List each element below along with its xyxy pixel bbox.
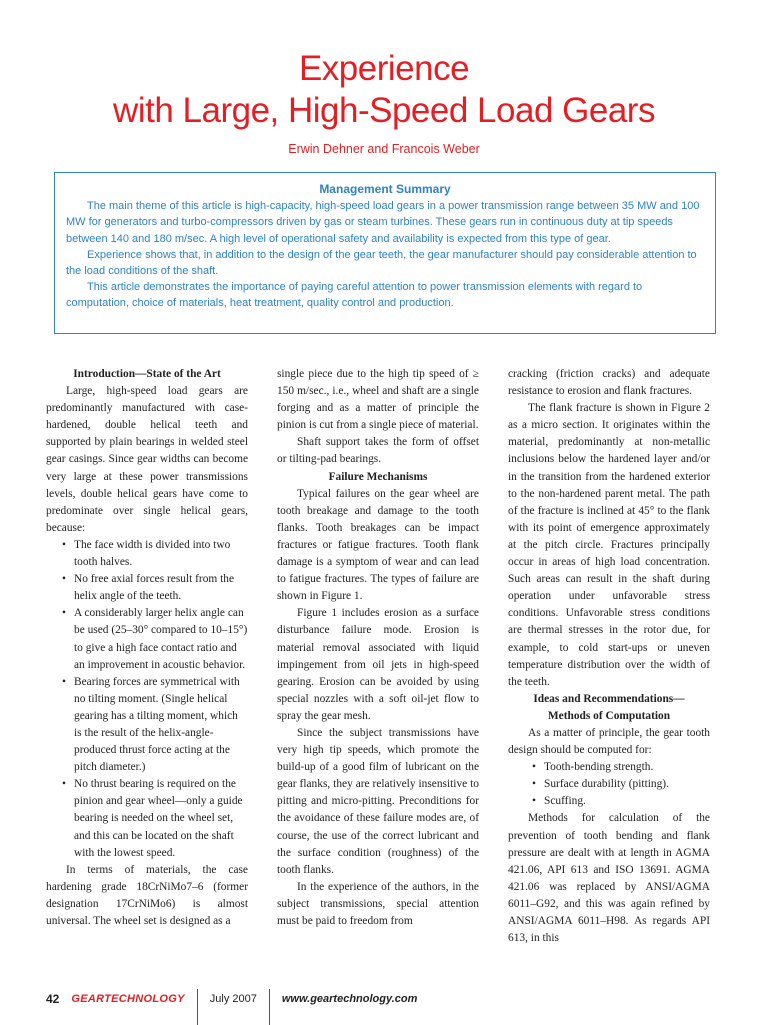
footer-divider <box>197 989 198 1025</box>
list-item: • A considerably larger helix angle can be used (25–30° compared to 10–15°) to give a high face contact ratio and an improvement in acoustic behavior. <box>58 605 248 673</box>
section-heading-ideas: Ideas and Recommendations— <box>533 692 685 705</box>
title-line-1: Experience <box>298 49 470 88</box>
paragraph: As a matter of principle, the gear tooth design should be computed for: <box>508 726 710 757</box>
list-item: • Surface durability (pitting). <box>520 776 710 793</box>
paragraph: Methods for calculation of the prevention of tooth bending and flank pressure are dealt with at length in AGMA 421.06, API 613 and ISO 13691. AGMA 421.06 was replaced by ANSI/AGMA 6011–G92, and this was again refined by ANSI/AGMA 6011–H98. As regards API 613, in this <box>508 812 710 945</box>
management-summary-box <box>54 172 716 334</box>
list-item: • Bearing forces are symmetrical with no tilting moment. (Single helical gearing has a tilting moment, which is the result of the helix-angle-produced thrust force acting at the pitch diameter.) <box>58 674 248 777</box>
paragraph: Typical failures on the gear wheel are tooth breakage and damage to the tooth flanks. Tooth breakages can be impact fractures or fatigue fractures. Tooth flank damage is a symptom of wear and can lead to fatigue fractures. The types of failure are shown in Figure 1. <box>277 487 479 603</box>
issue-date: July 2007 <box>209 993 257 1005</box>
footer-divider <box>269 989 270 1025</box>
column-3 <box>508 366 710 947</box>
paragraph: In the experience of the authors, in the subject transmissions, special attention must be paid to freedom from <box>277 880 479 927</box>
paragraph: Large, high-speed load gears are predominantly manufactured with case-hardened, double helical teeth and supported by plain bearings in welded steel gear casings. Since gear widths can become very large at these power transmissions levels, double helical gears have come to predominate over single helical gears, because: <box>46 385 248 534</box>
column-1 <box>46 366 248 930</box>
article-title <box>0 48 768 132</box>
paragraph: The flank fracture is shown in Figure 2 as a micro section. It originates within the material, predominantly at non-metallic inclusions below the hardened layer and/or in the transition from the hardened exterior to the non-hardened parent metal. The path of the fracture is inclined at 45° to the flank with its point of emergence approximately at the pitch circle. Fractures principally occur in areas of high load concentration. Such areas can result in the shaft during operation under unfavorable stress conditions. Unfavorable stress conditions are thermal stresses in the rotor due, for example, to cold start-ups or uneven temperature distribution over the width of the teeth. <box>508 402 710 688</box>
paragraph: In terms of materials, the case hardening grade 18CrNiMo7–6 (former designation 17CrNiMo6) is almost universal. The wheel set is designed as a <box>46 863 248 927</box>
list-item: • No thrust bearing is required on the pinion and gear wheel—only a guide bearing is needed on the wheel set, and this can be located on the shaft with the lowest speed. <box>58 776 248 861</box>
list-item: • Scuffing. <box>520 793 710 810</box>
column-2 <box>277 366 479 930</box>
paragraph: single piece due to the high tip speed of ≥ 150 m/sec., i.e., wheel and shaft are a single forging and as a matter of principle the pinion is cut from a single piece of material. <box>277 368 479 432</box>
list-item: • The face width is divided into two tooth halves. <box>58 537 248 571</box>
paragraph: Since the subject transmissions have very high tip speeds, which promote the build-up of a good film of lubricant on the gear flanks, they are relatively insensitive to pitting and micro-pitting. Preconditions for the avoidance of these failure modes are, of course, the use of the correct lubricant and the surface condition (roughness) of the tooth flanks. <box>277 726 479 876</box>
bullet-list <box>46 537 248 862</box>
section-heading-introduction: Introduction—State of the Art <box>73 368 221 380</box>
paragraph: Figure 1 includes erosion as a surface disturbance failure mode. Erosion is material removal associated with liquid impingement from oil jets in high-speed gearing. Erosion can be avoided by using special nozzles with a soft oil-jet flow to spray the gear mesh. <box>277 607 479 722</box>
logo-gear: GEAR <box>71 993 105 1005</box>
title-line-2: with Large, High-Speed Load Gears <box>113 91 655 130</box>
bullet-list <box>508 759 710 810</box>
logo-technology: TECHNOLOGY <box>104 993 185 1005</box>
paragraph: Shaft support takes the form of offset or tilting-pad bearings. <box>277 436 479 466</box>
summary-heading: Management Summary <box>319 182 451 196</box>
page-footer <box>46 988 417 1010</box>
paragraph: cracking (friction cracks) and adequate resistance to erosion and flank fractures. <box>508 368 710 398</box>
list-item: • Tooth-bending strength. <box>520 759 710 776</box>
summary-paragraph: The main theme of this article is high-capacity, high-speed load gears in a power transmission range between 35 MW and 100 MW for generators and turbo-compressors driven by gas or steam turbines. These gears run in continuous duty at tip speeds between 140 and 180 m/sec. A high level of operational safety and availability is expected from this type of gear. <box>66 200 700 245</box>
authors: Erwin Dehner and Francois Weber <box>288 142 480 156</box>
summary-paragraph: Experience shows that, in addition to the design of the gear teeth, the gear manufacturer should pay considerable attention to the load conditions of the shaft. <box>66 248 697 278</box>
magazine-logo <box>71 993 184 1005</box>
summary-paragraph: This article demonstrates the importance of paying careful attention to power transmission elements with regard to computation, choice of materials, heat treatment, quality control and production. <box>66 281 643 310</box>
list-item: • No free axial forces result from the helix angle of the teeth. <box>58 571 248 605</box>
website-link[interactable]: www.geartechnology.com <box>281 993 418 1005</box>
page-number: 42 <box>46 992 60 1006</box>
section-heading-methods: Methods of Computation <box>547 709 671 722</box>
section-heading-failure-mechanisms: Failure Mechanisms <box>328 470 428 483</box>
